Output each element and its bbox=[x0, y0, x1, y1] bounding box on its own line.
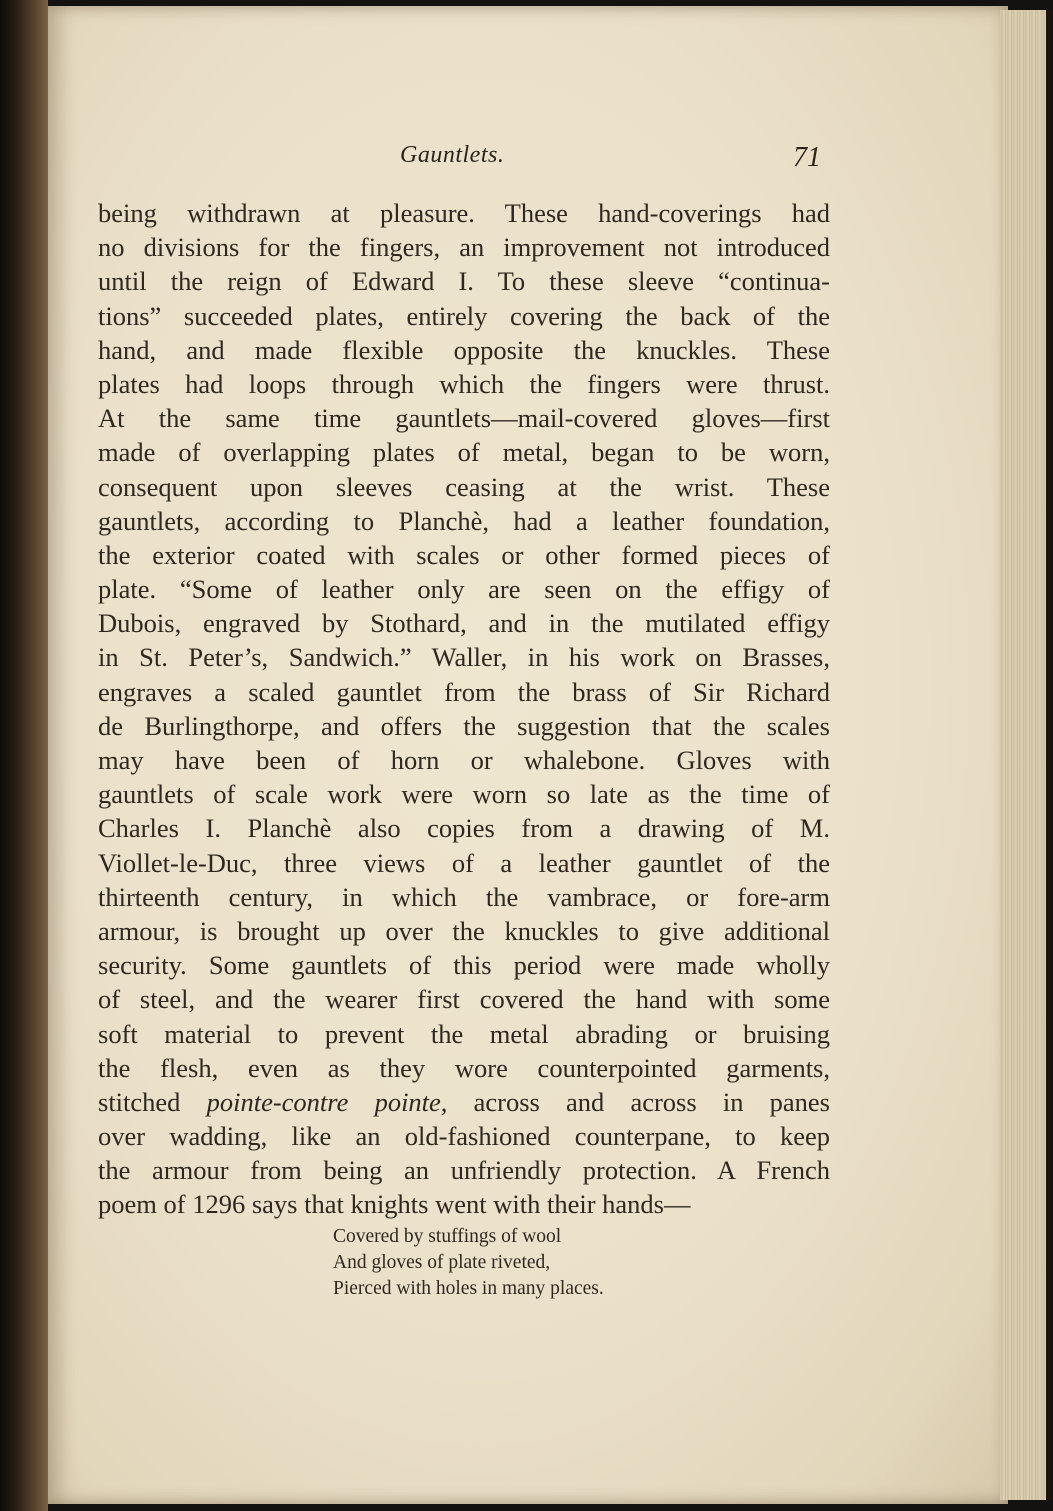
text-line: Dubois, engraved by Stothard, and in the mutilated effigy bbox=[98, 608, 830, 639]
text-line: Charles I. Planchè also copies from a drawing of M. bbox=[98, 813, 830, 844]
body-text bbox=[98, 196, 830, 1222]
running-head: Gauntlets. bbox=[400, 142, 505, 168]
text-line: over wadding, like an old-fashioned counterpane, to keep bbox=[98, 1121, 830, 1152]
text-line: until the reign of Edward I. To these sleeve “continua- bbox=[98, 266, 830, 297]
text-line: consequent upon sleeves ceasing at the wrist. These bbox=[98, 471, 830, 502]
text-line: armour, is brought up over the knuckles to give additional bbox=[98, 915, 830, 946]
page-number: 71 bbox=[793, 142, 821, 173]
verse-line: Covered by stuffings of wool bbox=[333, 1226, 562, 1247]
text-line: poem of 1296 says that knights went with their hands— bbox=[98, 1189, 691, 1220]
text-line: At the same time gauntlets—mail-covered gloves—first bbox=[98, 403, 830, 434]
text-line: of steel, and the wearer first covered the hand with some bbox=[98, 984, 830, 1015]
text-line: made of overlapping plates of metal, began to be worn, bbox=[98, 437, 830, 468]
text-line: in St. Peter’s, Sandwich.” Waller, in his work on Brasses, bbox=[98, 642, 830, 673]
text-line-with-italic bbox=[98, 1085, 830, 1119]
text-line: the exterior coated with scales or other formed pieces of bbox=[98, 539, 830, 570]
page-header bbox=[0, 138, 1053, 178]
text-line: security. Some gauntlets of this period were made wholly bbox=[98, 950, 830, 981]
text-line: soft material to prevent the metal abrading or bruising bbox=[98, 1018, 830, 1049]
text-line: the flesh, even as they wore counterpointed garments, bbox=[98, 1052, 830, 1083]
text-line: plate. “Some of leather only are seen on the effigy of bbox=[98, 574, 830, 605]
verse-line: And gloves of plate riveted, bbox=[333, 1252, 551, 1273]
text-fragment: across and across in panes bbox=[447, 1086, 830, 1117]
text-line: engraves a scaled gauntlet from the brass of Sir Richard bbox=[98, 676, 830, 707]
text-line: being withdrawn at pleasure. These hand-coverings had bbox=[98, 198, 830, 228]
verse-quotation bbox=[333, 1224, 604, 1302]
verse-line: Pierced with holes in many places. bbox=[333, 1278, 604, 1299]
text-line: the armour from being an unfriendly protection. A French bbox=[98, 1155, 830, 1186]
text-line: hand, and made flexible opposite the knuckles. These bbox=[98, 334, 830, 365]
text-line: thirteenth century, in which the vambrace, or fore-arm bbox=[98, 881, 830, 912]
text-line: may have been of horn or whalebone. Gloves with bbox=[98, 745, 830, 775]
italic-phrase: pointe-contre pointe, bbox=[206, 1086, 448, 1117]
text-line: tions” succeeded plates, entirely covering the back of the bbox=[98, 300, 830, 331]
text-line: gauntlets, according to Planchè, had a leather foundation, bbox=[98, 505, 830, 536]
text-line: Viollet-le-Duc, three views of a leather gauntlet of the bbox=[98, 847, 830, 878]
text-line: plates had loops through which the fingers were thrust. bbox=[98, 368, 830, 399]
text-line: no divisions for the fingers, an improvement not introduced bbox=[98, 232, 830, 263]
page-fore-edge bbox=[1000, 10, 1052, 1500]
text-line: de Burlingthorpe, and offers the suggestion that the scales bbox=[98, 710, 830, 741]
book-spine-shadow bbox=[0, 0, 48, 1511]
text-fragment: stitched bbox=[98, 1086, 207, 1117]
text-line: gauntlets of scale work were worn so late as the time of bbox=[98, 779, 830, 810]
